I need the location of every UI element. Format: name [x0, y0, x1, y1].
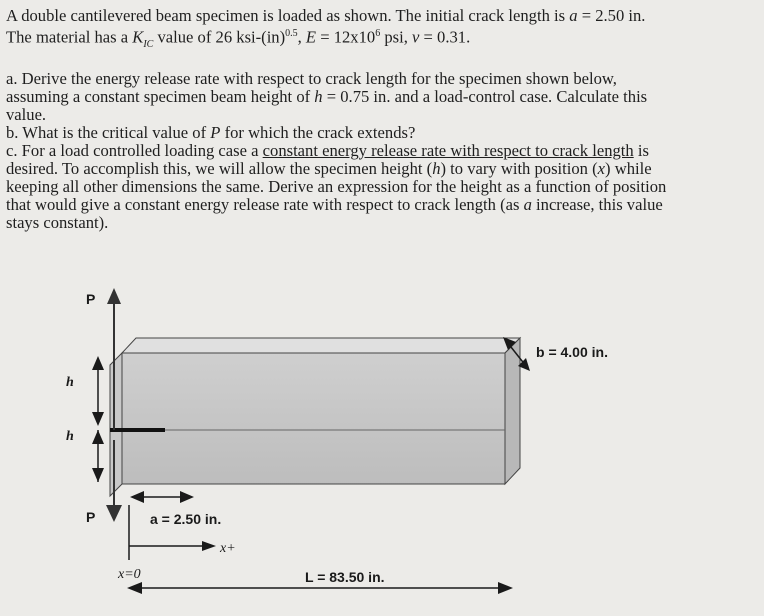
x-axis-arrow [202, 541, 216, 551]
a-dim-arrow-right [180, 491, 194, 503]
l-dim-arrow-left [127, 582, 142, 594]
part-c-line-3: keeping all other dimensions the same. Derive an expression for the height as a function of position [6, 177, 667, 196]
load-label-bottom: P [86, 509, 96, 525]
part-c-line-2: desired. To accomplish this, we will allow the specimen height (h) to vary with position (x) while [6, 159, 652, 178]
part-c-line-5: stays constant). [6, 213, 109, 232]
part-a-line-1: a. Derive the energy release rate with respect to crack length for the specimen shown below, [6, 69, 617, 88]
h-label-top: h [66, 375, 74, 390]
intro-line-2: The material has a $K_{IC}$ value of 26 ksi-(in)$^{0.5}$, $E = 12x10^6$ psi, ν = 0.31. [6, 27, 471, 50]
part-a-line-3: value. [6, 105, 47, 124]
part-c-line-4: that would give a constant energy release rate with respect to crack length (as a increase, this value [6, 195, 663, 214]
load-label-top: P [86, 291, 96, 307]
a-label: a = 2.50 in. [150, 511, 222, 527]
l-label: L = 83.50 in. [305, 569, 385, 585]
beam-left-corner [110, 353, 122, 496]
part-b-line-1: b. What is the critical value of P for which the crack extends? [6, 123, 416, 142]
h-dim-top-arrow-down [92, 412, 104, 426]
h-dim-bottom-arrow-up [92, 430, 104, 444]
load-arrowhead-top [107, 288, 121, 304]
part-a-line-2: assuming a constant specimen beam height of h = 0.75 in. and a load-control case. Calculate this [6, 87, 648, 106]
x-plus-label: x+ [220, 541, 236, 556]
l-dim-arrow-right [498, 582, 513, 594]
beam-front-face [122, 353, 505, 484]
b-label: b = 4.00 in. [536, 344, 608, 360]
h-dim-top-arrow-up [92, 356, 104, 370]
h-dim-bottom-arrow-down [92, 468, 104, 482]
intro-line-1: A double cantilevered beam specimen is loaded as shown. The initial crack length is a = 2.50 in. [6, 6, 646, 25]
h-label-bottom: h [66, 429, 74, 444]
load-arrowhead-bottom [106, 505, 122, 522]
a-dim-arrow-left [130, 491, 144, 503]
beam-end-face [505, 338, 520, 484]
part-c-line-1: c. For a load controlled loading case a constant energy release rate with respect to crack length is [6, 141, 649, 160]
x-zero-label: x=0 [118, 567, 141, 582]
beam-top-face [122, 338, 520, 353]
